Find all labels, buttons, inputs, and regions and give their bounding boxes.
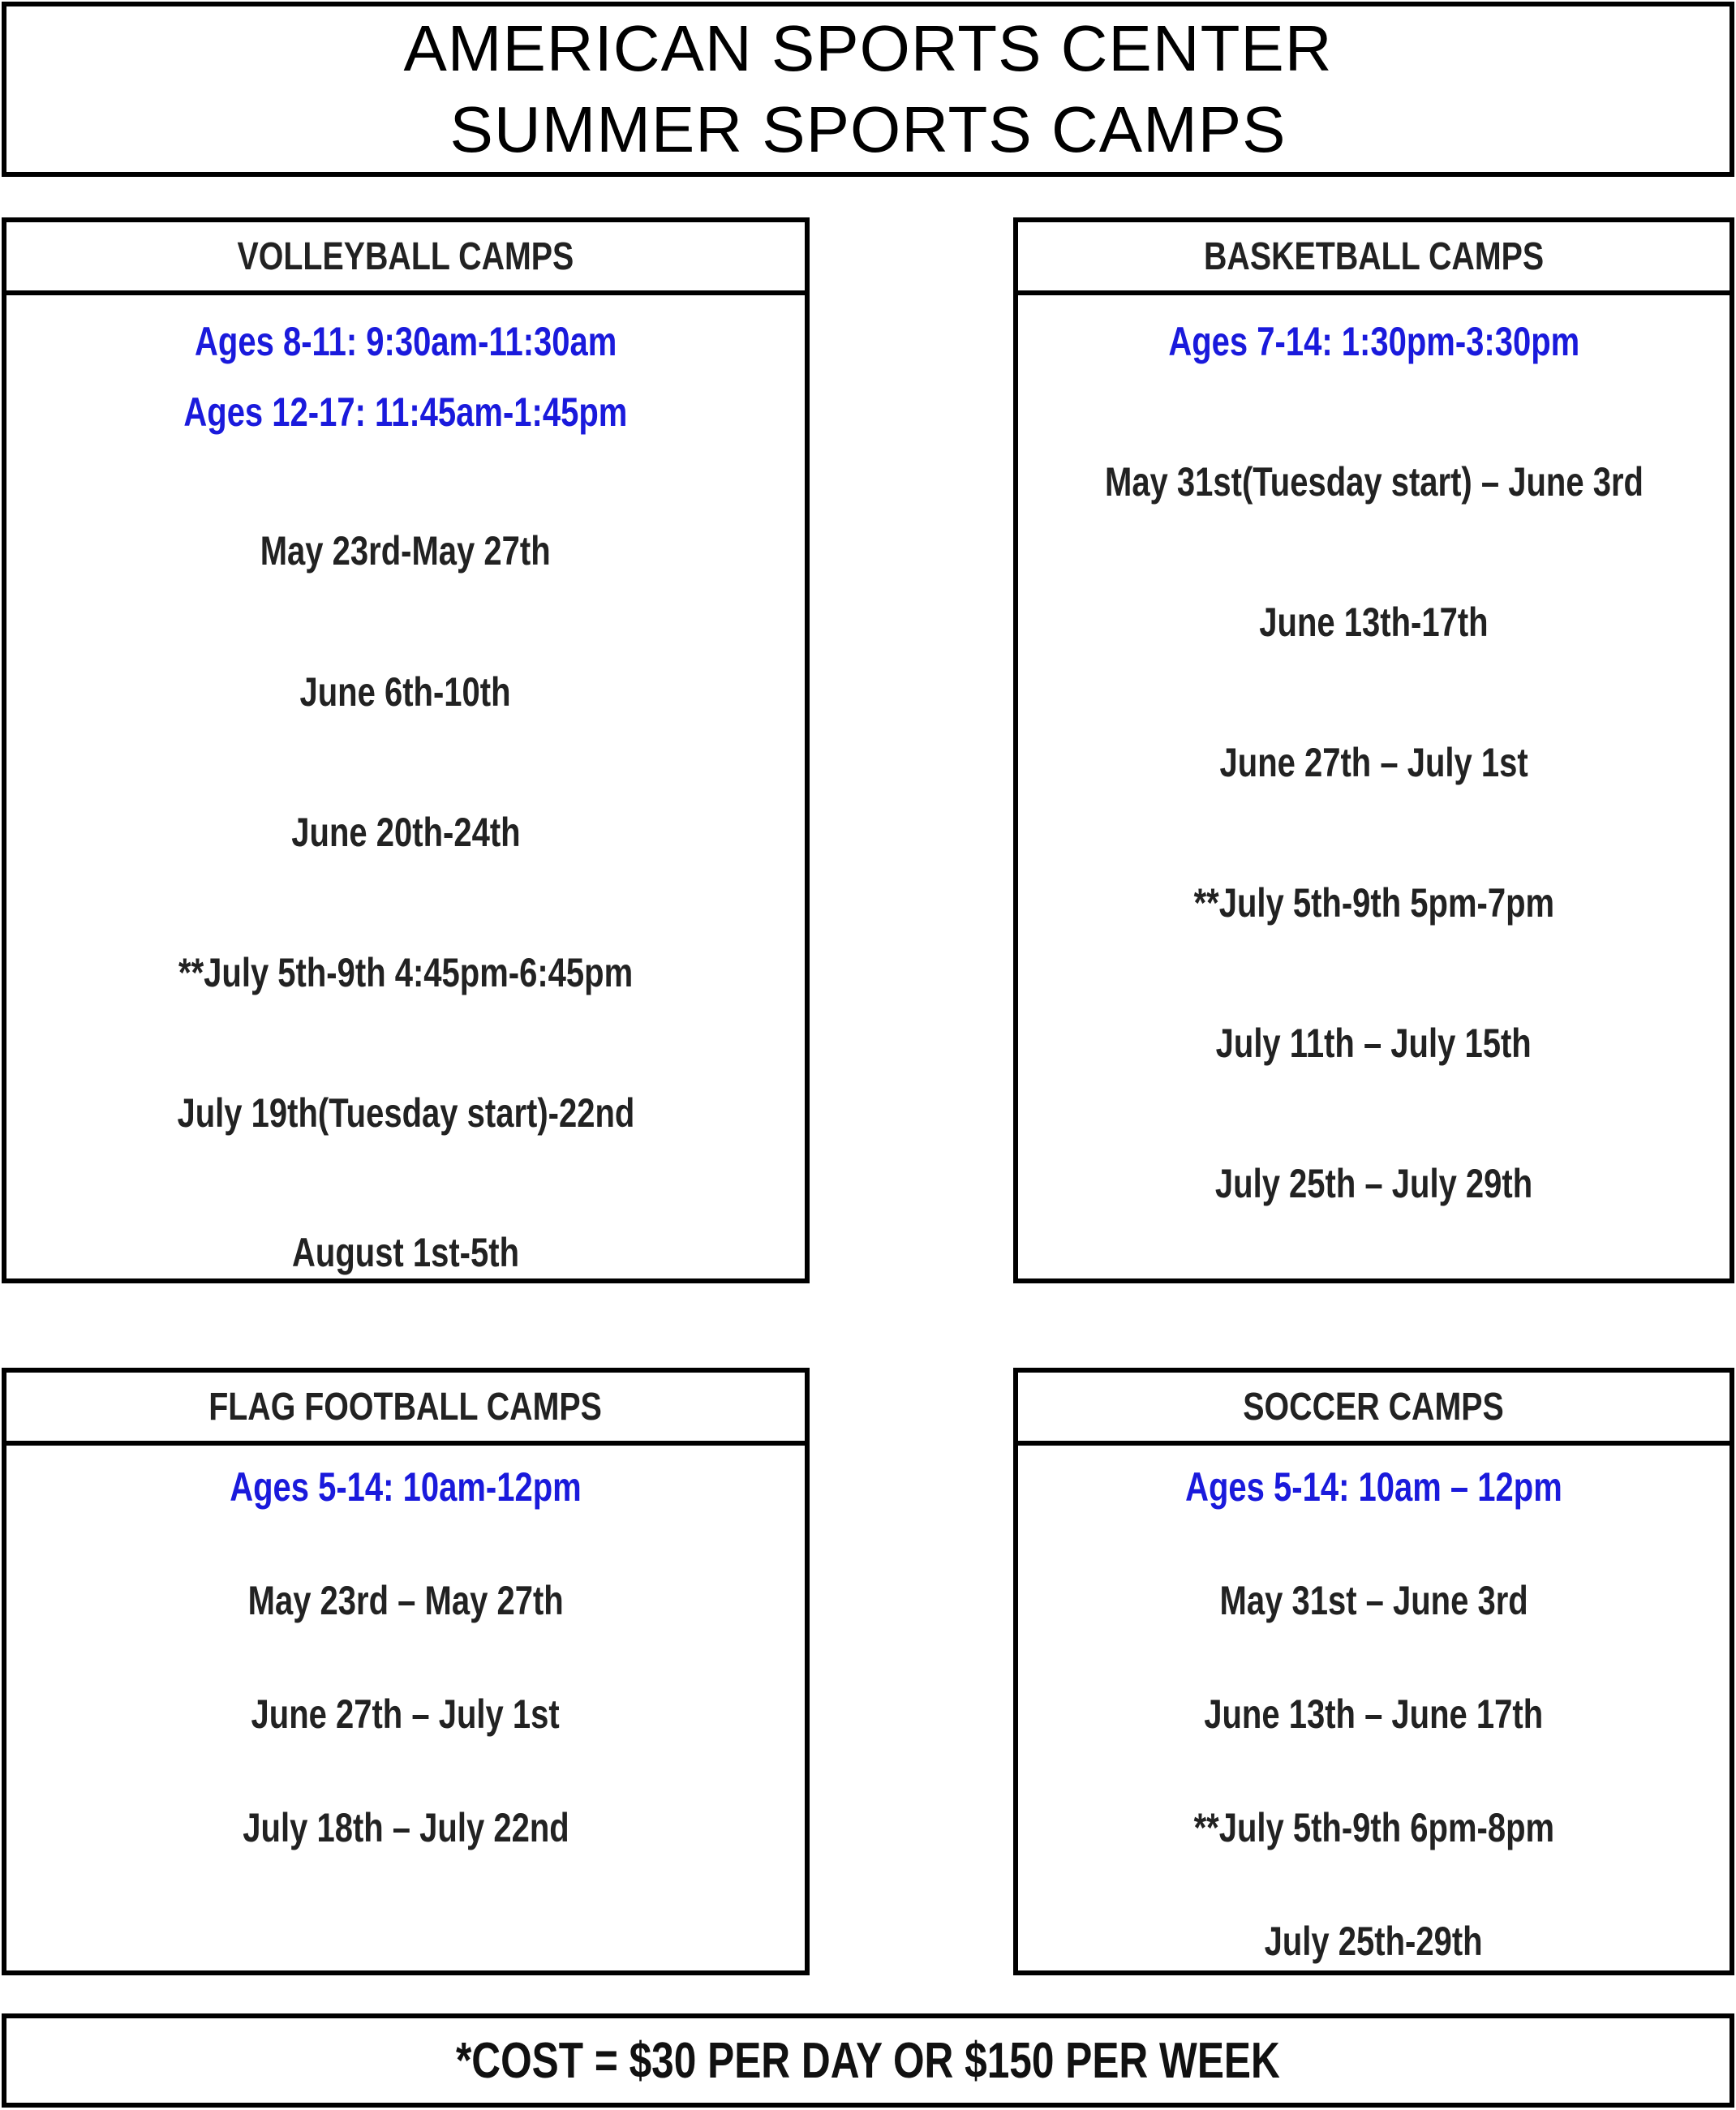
panel-title <box>1018 1373 1730 1446</box>
date-line: August 1st-5th <box>292 1230 519 1275</box>
volleyball-camps-panel <box>2 217 810 1283</box>
header-title-line-1: AMERICAN SPORTS CENTER <box>403 12 1333 84</box>
date-line: **July 5th-9th 6pm-8pm <box>1193 1805 1554 1850</box>
header-title-line-2: SUMMER SPORTS CAMPS <box>449 93 1287 165</box>
date-line: June 6th-10th <box>299 669 512 715</box>
cost-text: *COST = $30 PER DAY OR $150 PER WEEK <box>456 2032 1280 2089</box>
date-line: July 11th – July 15th <box>1215 1021 1532 1066</box>
date-line: **July 5th-9th 4:45pm-6:45pm <box>178 950 634 995</box>
basketball-camps-panel <box>1013 217 1734 1283</box>
date-line: June 13th-17th <box>1259 599 1489 645</box>
soccer-camps-panel <box>1013 1368 1734 1975</box>
page-header <box>2 2 1734 177</box>
flag-football-camps-panel <box>2 1368 810 1975</box>
ages-line: Ages 5-14: 10am – 12pm <box>1185 1464 1562 1510</box>
date-line: July 25th – July 29th <box>1214 1161 1533 1206</box>
ages-line: Ages 8-11: 9:30am-11:30am <box>194 319 617 364</box>
flag-football-title: FLAG FOOTBALL CAMPS <box>208 1385 603 1429</box>
panel-title <box>1018 222 1730 295</box>
date-line: **July 5th-9th 5pm-7pm <box>1193 880 1554 926</box>
ages-line: Ages 12-17: 11:45am-1:45pm <box>183 389 628 435</box>
panel-title <box>6 1373 805 1446</box>
date-line: May 31st – June 3rd <box>1219 1578 1528 1623</box>
date-line: June 20th-24th <box>290 810 521 855</box>
date-line: June 27th – July 1st <box>1219 740 1528 785</box>
date-line: May 23rd-May 27th <box>260 528 551 574</box>
date-line: June 27th – July 1st <box>251 1691 561 1737</box>
date-line: July 19th(Tuesday start)-22nd <box>177 1090 634 1136</box>
date-line: July 18th – July 22nd <box>242 1805 569 1850</box>
date-line: June 13th – June 17th <box>1204 1691 1544 1737</box>
ages-line: Ages 7-14: 1:30pm-3:30pm <box>1168 319 1579 364</box>
panel-title <box>6 222 805 295</box>
date-line: July 25th-29th <box>1265 1919 1483 1964</box>
date-line: May 31st(Tuesday start) – June 3rd <box>1104 459 1644 505</box>
soccer-title: SOCCER CAMPS <box>1243 1385 1505 1429</box>
basketball-title: BASKETBALL CAMPS <box>1203 234 1545 278</box>
cost-footer <box>2 2013 1734 2108</box>
date-line: May 23rd – May 27th <box>247 1578 564 1623</box>
ages-line: Ages 5-14: 10am-12pm <box>230 1464 582 1510</box>
volleyball-title: VOLLEYBALL CAMPS <box>237 234 574 278</box>
